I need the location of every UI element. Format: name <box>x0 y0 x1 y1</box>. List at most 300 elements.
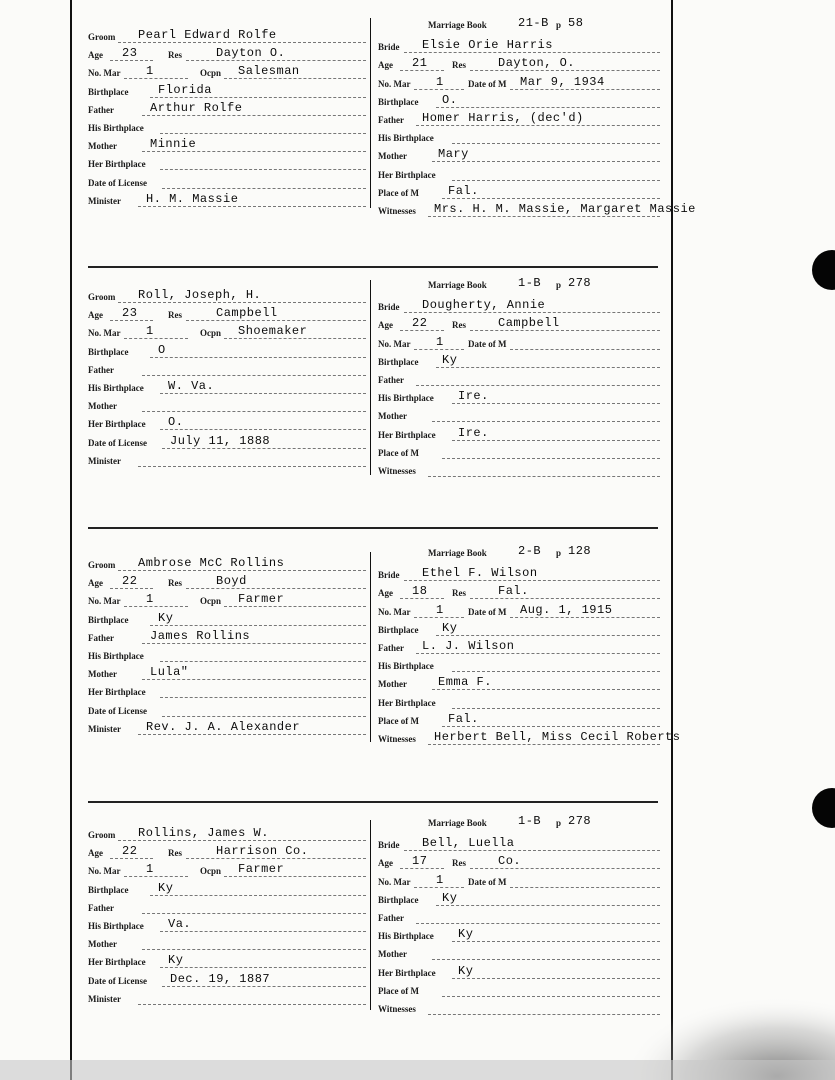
groom-no-mar-line <box>124 338 188 339</box>
groom-age-line <box>110 60 153 61</box>
groom-mother-label: Mother <box>88 141 117 152</box>
bride-nomar-date-row <box>378 73 663 91</box>
groom-father-line <box>142 643 366 644</box>
bride-mother-label: Mother <box>378 411 407 422</box>
bride-witnesses-row <box>378 460 670 478</box>
groom-her-birthplace-label: Her Birthplace <box>88 687 146 698</box>
groom-mother-row <box>88 663 368 681</box>
groom-father-label: Father <box>88 902 114 913</box>
bride-no-mar-value: 1 <box>436 872 444 887</box>
bride-place-of-m-line <box>442 996 660 997</box>
bride-place-of-m-label: Place of M <box>378 715 419 726</box>
groom-birthplace-row <box>88 609 368 627</box>
groom-no-mar-label: No. Mar <box>88 596 121 607</box>
groom-her-birthplace-line <box>160 697 366 698</box>
bride-age-line <box>400 330 444 331</box>
groom-minister-row <box>88 988 368 1006</box>
bride-father-label: Father <box>378 375 404 385</box>
bride-name-row <box>378 564 663 582</box>
groom-her-birthplace-value: Ky <box>168 953 184 968</box>
bride-age-value: 18 <box>412 584 428 599</box>
groom-his-birthplace-row <box>88 915 368 933</box>
bride-witnesses-label: Witnesses <box>378 466 416 476</box>
bride-name-row <box>378 296 663 314</box>
bride-birthplace-label: Birthplace <box>378 894 419 905</box>
bride-age-label: Age <box>378 588 393 599</box>
marriage-book-page: 278 <box>568 276 592 290</box>
bride-birthplace-row <box>378 91 670 109</box>
bride-name-row <box>378 36 663 54</box>
bride-name-label: Bride <box>378 42 400 53</box>
bride-res-line <box>470 598 660 599</box>
groom-her-birthplace-value: O. <box>168 415 184 430</box>
bride-father-label: Father <box>378 643 404 653</box>
bride-age-res-row <box>378 54 663 72</box>
bride-birthplace-label: Birthplace <box>378 96 419 107</box>
bride-name-line <box>404 312 660 313</box>
bride-birthplace-row <box>378 351 670 369</box>
bride-his-birthplace-label: His Birthplace <box>378 661 434 672</box>
groom-his-birthplace-label: His Birthplace <box>88 123 144 133</box>
groom-age-label: Age <box>88 578 103 589</box>
groom-father-row <box>88 99 368 117</box>
groom-age-value: 23 <box>122 46 138 61</box>
bride-place-of-m-label: Place of M <box>378 187 419 198</box>
bride-father-row <box>378 907 670 925</box>
marriage-book-page: 128 <box>568 544 592 558</box>
groom-ocpn-value: Farmer <box>238 862 285 877</box>
bride-his-birthplace-row <box>378 925 670 943</box>
bride-age-label: Age <box>378 320 393 331</box>
bride-her-birthplace-label: Her Birthplace <box>378 169 436 180</box>
groom-res-line <box>186 60 366 61</box>
bride-date-of-m-label: Date of M <box>468 338 507 349</box>
marriage-book-number: 1-B <box>518 276 542 290</box>
groom-no-mar-value: 1 <box>146 324 154 339</box>
groom-date-of-license-line <box>162 986 366 987</box>
groom-minister-value: Rev. J. A. Alexander <box>146 719 301 734</box>
bride-mother-row <box>378 943 670 961</box>
bride-father-row <box>378 109 670 127</box>
groom-his-birthplace-line <box>160 931 366 932</box>
groom-his-birthplace-line <box>160 393 366 394</box>
bride-her-birthplace-line <box>452 708 660 709</box>
bride-witnesses-label: Witnesses <box>378 206 416 216</box>
bride-place-of-m-line <box>442 198 660 199</box>
bride-name-line <box>404 850 660 851</box>
bride-no-mar-value: 1 <box>436 602 444 617</box>
bride-place-of-m-row <box>378 442 670 460</box>
bride-birthplace-value: O. <box>442 92 458 107</box>
groom-father-label: Father <box>88 364 114 375</box>
bride-place-of-m-value: Fal. <box>448 711 479 726</box>
bride-age-value: 17 <box>412 854 428 869</box>
bride-no-mar-label: No. Mar <box>378 606 411 617</box>
groom-his-birthplace-row <box>88 377 368 395</box>
groom-mother-label: Mother <box>88 401 117 412</box>
groom-nomar-ocpn-row <box>88 590 368 608</box>
bride-name-label: Bride <box>378 840 400 851</box>
bride-his-birthplace-line <box>452 941 660 942</box>
bride-her-birthplace-row <box>378 164 670 182</box>
groom-age-res-row <box>88 304 368 322</box>
bride-witnesses-label: Witnesses <box>378 1004 416 1014</box>
groom-name-row <box>88 26 368 44</box>
bride-witnesses-line <box>428 1014 660 1015</box>
bride-her-birthplace-label: Her Birthplace <box>378 967 436 978</box>
groom-age-value: 23 <box>122 306 138 321</box>
marriage-book-row <box>428 542 658 560</box>
groom-her-birthplace-label: Her Birthplace <box>88 419 146 430</box>
groom-res-value: Boyd <box>216 574 247 589</box>
groom-name-label: Groom <box>88 830 116 840</box>
groom-no-mar-label: No. Mar <box>88 328 121 339</box>
groom-mother-value: Minnie <box>150 137 197 152</box>
groom-minister-line <box>138 1004 366 1005</box>
groom-date-of-license-row <box>88 432 368 450</box>
bride-her-birthplace-row <box>378 692 670 710</box>
bride-date-of-m-line <box>510 89 660 90</box>
bride-birthplace-line <box>436 635 660 636</box>
bride-date-of-m-line <box>510 617 660 618</box>
bride-birthplace-value: Ky <box>442 620 458 635</box>
bride-name-row <box>378 834 663 852</box>
bride-father-value: L. J. Wilson <box>422 639 515 653</box>
bride-date-of-m-line <box>510 349 660 350</box>
groom-his-birthplace-label: His Birthplace <box>88 651 144 661</box>
bride-name-line <box>404 52 660 53</box>
bride-father-row <box>378 369 670 387</box>
groom-mother-row <box>88 395 368 413</box>
bride-age-line <box>400 868 444 869</box>
groom-age-value: 22 <box>122 574 138 589</box>
bride-no-mar-value: 1 <box>436 334 444 349</box>
groom-father-row <box>88 359 368 377</box>
marriage-book-label: Marriage Book <box>428 548 487 558</box>
groom-minister-line <box>138 466 366 467</box>
groom-her-birthplace-line <box>160 429 366 430</box>
groom-name-row <box>88 824 368 842</box>
bride-birthplace-line <box>436 107 660 108</box>
groom-name-value: Rollins, James W. <box>138 826 269 840</box>
groom-mother-line <box>142 411 366 412</box>
groom-her-birthplace-label: Her Birthplace <box>88 957 146 968</box>
marriage-book-number: 21-B <box>518 16 549 30</box>
groom-date-of-license-line <box>162 188 366 189</box>
groom-name-value: Ambrose McC Rollins <box>138 556 285 570</box>
marriage-book-number: 1-B <box>518 814 542 828</box>
groom-father-line <box>142 375 366 376</box>
groom-ocpn-line <box>224 338 366 339</box>
bride-no-mar-value: 1 <box>436 74 444 89</box>
bride-age-label: Age <box>378 60 393 71</box>
bride-res-line <box>470 330 660 331</box>
bride-her-birthplace-line <box>452 180 660 181</box>
bride-mother-line <box>432 161 660 162</box>
groom-her-birthplace-row <box>88 681 368 699</box>
bride-witnesses-row <box>378 200 696 218</box>
groom-date-of-license-row <box>88 172 368 190</box>
groom-no-mar-value: 1 <box>146 64 154 79</box>
bride-place-of-m-row <box>378 710 670 728</box>
groom-mother-line <box>142 151 366 152</box>
bride-no-mar-line <box>414 349 464 350</box>
groom-mother-value: Lula" <box>150 665 189 680</box>
bride-mother-line <box>432 959 660 960</box>
bride-res-label: Res <box>452 320 466 331</box>
bride-her-birthplace-value: Ire. <box>458 425 489 440</box>
groom-ocpn-line <box>224 876 366 877</box>
bride-her-birthplace-row <box>378 424 670 442</box>
groom-date-of-license-value: Dec. 19, 1887 <box>170 971 271 986</box>
groom-age-label: Age <box>88 50 103 61</box>
groom-minister-label: Minister <box>88 195 121 206</box>
bride-his-birthplace-row <box>378 387 670 405</box>
groom-birthplace-row <box>88 81 368 99</box>
bride-father-row <box>378 637 670 655</box>
bride-mother-value: Mary <box>438 147 469 162</box>
groom-res-label: Res <box>168 310 182 321</box>
groom-res-label: Res <box>168 848 182 859</box>
bride-res-value: Co. <box>498 854 522 869</box>
groom-no-mar-label: No. Mar <box>88 68 121 79</box>
bride-place-of-m-row <box>378 182 670 200</box>
bride-no-mar-line <box>414 887 464 888</box>
groom-minister-value: H. M. Massie <box>146 191 239 206</box>
bride-witnesses-line <box>428 216 660 217</box>
bride-birthplace-line <box>436 367 660 368</box>
groom-res-label: Res <box>168 50 182 61</box>
bride-witnesses-row <box>378 998 670 1016</box>
bride-date-of-m-value: Mar 9, 1934 <box>520 74 605 89</box>
groom-ocpn-line <box>224 606 366 607</box>
groom-her-birthplace-row <box>88 153 368 171</box>
bride-nomar-date-row <box>378 601 663 619</box>
groom-name-line <box>118 570 366 571</box>
groom-res-value: Harrison Co. <box>216 844 309 859</box>
groom-mother-label: Mother <box>88 939 117 950</box>
groom-name-line <box>118 42 366 43</box>
bride-date-of-m-label: Date of M <box>468 78 507 89</box>
bride-birthplace-label: Birthplace <box>378 356 419 367</box>
bride-date-of-m-line <box>510 887 660 888</box>
bride-res-label: Res <box>452 858 466 869</box>
bride-her-birthplace-row <box>378 962 670 980</box>
bride-name-label: Bride <box>378 302 400 313</box>
groom-birthplace-line <box>150 895 366 896</box>
bride-witnesses-line <box>428 744 660 745</box>
bride-no-mar-label: No. Mar <box>378 78 411 89</box>
groom-birthplace-label: Birthplace <box>88 346 129 357</box>
groom-date-of-license-line <box>162 448 366 449</box>
marriage-book-number: 2-B <box>518 544 542 558</box>
groom-ocpn-label: Ocpn <box>200 68 222 79</box>
bride-name-value: Elsie Orie Harris <box>422 38 553 53</box>
groom-no-mar-line <box>124 606 188 607</box>
bride-witnesses-row <box>378 728 681 746</box>
bride-birthplace-row <box>378 889 670 907</box>
groom-no-mar-value: 1 <box>146 592 154 607</box>
groom-father-line <box>142 115 366 116</box>
bride-name-value: Dougherty, Annie <box>422 298 546 313</box>
groom-ocpn-label: Ocpn <box>200 866 222 877</box>
bride-name-label: Bride <box>378 570 400 581</box>
groom-minister-label: Minister <box>88 993 121 1004</box>
bride-his-birthplace-line <box>452 671 660 672</box>
bride-res-line <box>470 70 660 71</box>
bride-place-of-m-row <box>378 980 670 998</box>
bride-birthplace-label: Birthplace <box>378 624 419 635</box>
bride-witnesses-line <box>428 476 660 477</box>
bride-age-line <box>400 70 444 71</box>
groom-age-label: Age <box>88 310 103 321</box>
bride-place-of-m-line <box>442 458 660 459</box>
groom-name-row <box>88 554 368 572</box>
groom-minister-row <box>88 450 368 468</box>
bride-her-birthplace-value: Ky <box>458 963 474 978</box>
groom-date-of-license-row <box>88 970 368 988</box>
bride-place-of-m-label: Place of M <box>378 985 419 996</box>
groom-birthplace-label: Birthplace <box>88 614 129 625</box>
groom-res-label: Res <box>168 578 182 589</box>
groom-mother-line <box>142 949 366 950</box>
groom-age-label: Age <box>88 848 103 859</box>
groom-no-mar-line <box>124 78 188 79</box>
bride-witnesses-label: Witnesses <box>378 734 416 744</box>
groom-date-of-license-line <box>162 716 366 717</box>
groom-father-value: Arthur Rolfe <box>150 100 243 115</box>
groom-age-value: 22 <box>122 844 138 859</box>
groom-birthplace-line <box>150 97 366 98</box>
groom-her-birthplace-line <box>160 967 366 968</box>
bride-age-value: 22 <box>412 316 428 331</box>
bride-his-birthplace-value: Ire. <box>458 389 489 404</box>
groom-her-birthplace-row <box>88 951 368 969</box>
groom-his-birthplace-row <box>88 117 368 135</box>
bride-birthplace-row <box>378 619 670 637</box>
groom-nomar-ocpn-row <box>88 322 368 340</box>
bride-his-birthplace-line <box>452 143 660 144</box>
groom-his-birthplace-line <box>160 661 366 662</box>
bride-mother-line <box>432 421 660 422</box>
bride-mother-label: Mother <box>378 949 407 960</box>
groom-age-line <box>110 858 153 859</box>
bride-witnesses-value: Herbert Bell, Miss Cecil Roberts <box>434 730 681 744</box>
bride-nomar-date-row <box>378 871 663 889</box>
bride-birthplace-value: Ky <box>442 352 458 367</box>
groom-minister-label: Minister <box>88 455 121 466</box>
bride-no-mar-label: No. Mar <box>378 338 411 349</box>
bride-age-res-row <box>378 314 663 332</box>
marriage-book-row <box>428 812 658 830</box>
bride-his-birthplace-label: His Birthplace <box>378 133 434 144</box>
groom-his-birthplace-label: His Birthplace <box>88 921 144 931</box>
groom-ocpn-value: Salesman <box>238 64 300 79</box>
groom-name-label: Groom <box>88 292 116 302</box>
bride-birthplace-line <box>436 905 660 906</box>
bride-age-line <box>400 598 444 599</box>
groom-minister-line <box>138 206 366 207</box>
marriage-book-page: 278 <box>568 814 592 828</box>
groom-nomar-ocpn-row <box>88 62 368 80</box>
bride-mother-value: Emma F. <box>438 675 492 690</box>
bride-name-value: Ethel F. Wilson <box>422 566 538 581</box>
marriage-book-page-label: p <box>556 280 562 290</box>
groom-age-res-row <box>88 842 368 860</box>
bride-her-birthplace-label: Her Birthplace <box>378 697 436 708</box>
bride-res-value: Fal. <box>498 584 529 599</box>
groom-age-res-row <box>88 44 368 62</box>
groom-minister-label: Minister <box>88 723 121 734</box>
groom-birthplace-value: O <box>158 342 166 357</box>
groom-no-mar-label: No. Mar <box>88 866 121 877</box>
bride-mother-row <box>378 145 670 163</box>
groom-his-birthplace-value: Va. <box>168 917 192 931</box>
groom-mother-line <box>142 679 366 680</box>
groom-name-value: Roll, Joseph, H. <box>138 288 262 302</box>
bride-mother-row <box>378 405 670 423</box>
groom-date-of-license-label: Date of License <box>88 177 147 188</box>
groom-father-line <box>142 913 366 914</box>
groom-father-row <box>88 627 368 645</box>
bride-father-label: Father <box>378 115 404 125</box>
groom-birthplace-label: Birthplace <box>88 86 129 97</box>
bride-his-birthplace-label: His Birthplace <box>378 931 434 942</box>
groom-name-value: Pearl Edward Rolfe <box>138 28 277 42</box>
groom-ocpn-value: Farmer <box>238 592 285 607</box>
groom-no-mar-line <box>124 876 188 877</box>
marriage-book-label: Marriage Book <box>428 818 487 828</box>
groom-mother-label: Mother <box>88 669 117 680</box>
groom-father-row <box>88 897 368 915</box>
groom-her-birthplace-label: Her Birthplace <box>88 159 146 170</box>
bride-res-value: Dayton, O. <box>498 56 576 71</box>
bride-name-line <box>404 580 660 581</box>
groom-name-line <box>118 302 366 303</box>
groom-res-line <box>186 320 366 321</box>
groom-date-of-license-label: Date of License <box>88 705 147 716</box>
bride-mother-label: Mother <box>378 151 407 162</box>
bride-mother-row <box>378 673 670 691</box>
bride-no-mar-line <box>414 617 464 618</box>
groom-date-of-license-row <box>88 700 368 718</box>
groom-mother-row <box>88 933 368 951</box>
groom-name-label: Groom <box>88 32 116 42</box>
bride-father-value: Homer Harris, (dec'd) <box>422 111 584 125</box>
bride-res-label: Res <box>452 60 466 71</box>
groom-age-res-row <box>88 572 368 590</box>
bride-age-res-row <box>378 852 663 870</box>
groom-birthplace-value: Ky <box>158 610 174 625</box>
groom-no-mar-value: 1 <box>146 862 154 877</box>
bride-date-of-m-value: Aug. 1, 1915 <box>520 602 613 617</box>
bride-res-label: Res <box>452 588 466 599</box>
bride-mother-label: Mother <box>378 679 407 690</box>
groom-date-of-license-label: Date of License <box>88 437 147 448</box>
bride-nomar-date-row <box>378 333 663 351</box>
bride-his-birthplace-row <box>378 655 670 673</box>
groom-father-label: Father <box>88 104 114 115</box>
groom-res-line <box>186 588 366 589</box>
groom-mother-row <box>88 135 368 153</box>
bride-mother-line <box>432 689 660 690</box>
groom-res-value: Dayton O. <box>216 46 286 61</box>
groom-his-birthplace-value: W. Va. <box>168 379 215 393</box>
marriage-book-label: Marriage Book <box>428 280 487 290</box>
groom-her-birthplace-line <box>160 169 366 170</box>
bride-his-birthplace-value: Ky <box>458 927 474 942</box>
bride-father-line <box>416 923 660 924</box>
